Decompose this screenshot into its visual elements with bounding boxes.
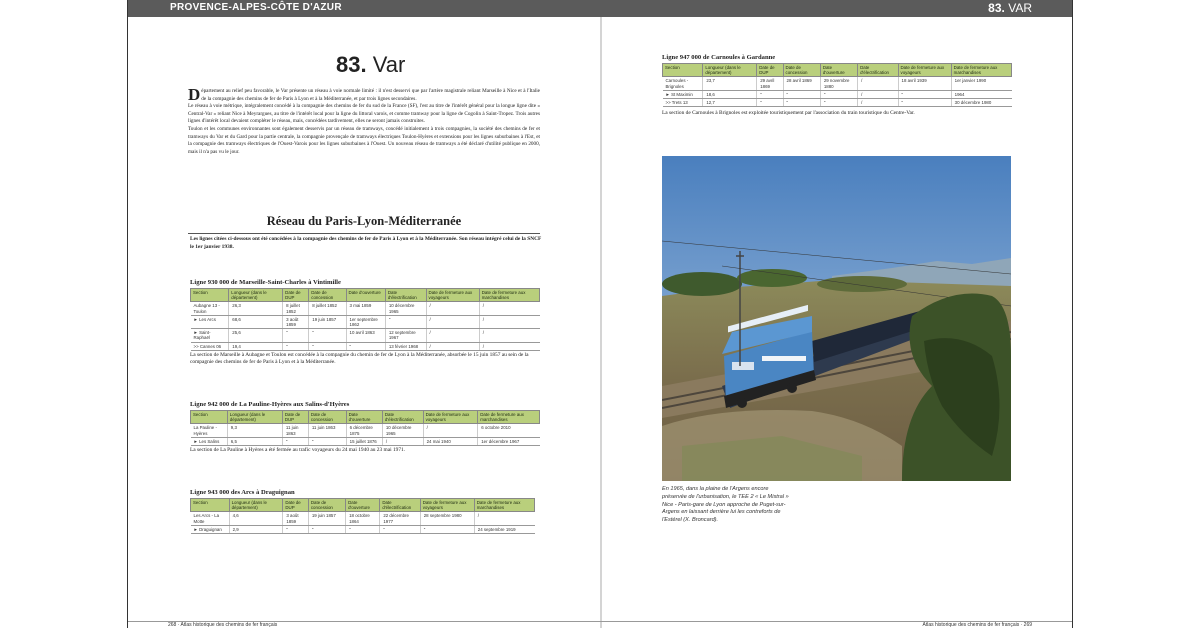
table-cell: 6,5	[227, 437, 282, 445]
table-cell: /	[858, 90, 898, 98]
column-header: Longueur (dans le département)	[229, 289, 283, 302]
table-cell: 28 septembre 1980	[420, 512, 474, 525]
table-header-row	[191, 411, 540, 424]
column-header: Section	[191, 411, 228, 424]
table-cell: 6 décembre 1875	[346, 424, 382, 437]
table-note: La section de La Pauline à Hyères a été fermée au trafic voyageurs du 24 mai 1940 au 23 mai 1971.	[190, 447, 406, 454]
column-header: Date de fermeture aux marchandises	[474, 499, 534, 512]
section-intro: Les lignes citées ci-dessous ont été concédées à la compagnie des chemins de fer de Paris à Lyon et à la Méditerranée. Son réseau intégré celui de la SNCF le 1er janvier 1938.	[190, 236, 542, 250]
table-cell: 30 décembre 1980	[951, 99, 1011, 107]
table-cell: ► Saint-Raphaël	[191, 329, 229, 342]
table-cell: 9,3	[227, 424, 282, 437]
table-cell: 19 juin 1857	[309, 315, 346, 328]
book-spread	[127, 0, 1073, 628]
column-header: Longueur (dans le département)	[229, 499, 283, 512]
column-header: Date de fermeture aux voyageurs	[420, 499, 474, 512]
table-cell: "	[420, 525, 474, 533]
table-header-row	[663, 64, 1012, 77]
table-cell: "	[898, 90, 951, 98]
column-header: Date de concession	[308, 411, 346, 424]
table-cell: /	[479, 329, 539, 342]
table-row	[191, 424, 540, 437]
column-header: Date de fermeture aux voyageurs	[426, 289, 479, 302]
table-cell: 68,6	[229, 315, 283, 328]
line-table	[190, 410, 540, 446]
table-cell: La Pauline - Hyères	[191, 424, 228, 437]
table-row	[663, 99, 1012, 107]
table-cell: "	[385, 315, 426, 328]
page-title	[336, 52, 405, 78]
table-cell: 22 décembre 1977	[380, 512, 420, 525]
table-ligne-947000	[662, 54, 1012, 117]
table-cell: "	[283, 342, 309, 350]
drop-cap: D	[188, 85, 201, 104]
table-cell: 18 octobre 1864	[346, 512, 380, 525]
table-cell: Les Arcs - La Motte	[191, 512, 230, 525]
line-table	[190, 498, 535, 534]
table-cell: 6 octobre 2010	[478, 424, 540, 437]
table-cell: 10 avril 1863	[346, 329, 385, 342]
column-header: Date de fermeture aux voyageurs	[898, 64, 951, 77]
table-cell: 19,4	[229, 342, 283, 350]
table-cell: "	[820, 99, 857, 107]
table-cell: >> Cannes 06	[191, 342, 229, 350]
column-header: Date de DUP	[283, 289, 309, 302]
table-cell: 3 août 1859	[283, 512, 309, 525]
table-cell: /	[426, 342, 479, 350]
table-cell: "	[283, 329, 309, 342]
table-cell: 15 juillet 1876	[346, 437, 382, 445]
department-header	[988, 1, 1032, 15]
header-band	[128, 0, 1072, 17]
table-cell: "	[380, 525, 420, 533]
train-illustration	[662, 156, 1011, 481]
table-cell: 23,7	[703, 77, 757, 90]
table-row	[663, 77, 1012, 90]
table-cell: "	[783, 90, 820, 98]
column-header: Section	[663, 64, 703, 77]
column-header: Date de concession	[309, 289, 346, 302]
table-cell: 18 avril 1939	[898, 77, 951, 90]
column-header: Date de concession	[783, 64, 820, 77]
table-cell: 2,9	[229, 525, 283, 533]
table-cell: 3 mai 1859	[346, 302, 385, 315]
table-cell: 1er décembre 1967	[478, 437, 540, 445]
table-ligne-942000	[190, 401, 540, 454]
table-title: Ligne 942 000 de La Pauline-Hyères aux Salins-d'Hyères	[190, 401, 350, 408]
table-cell: 8 juillet 1852	[309, 302, 346, 315]
table-cell: 25,6	[229, 329, 283, 342]
section-divider	[188, 233, 540, 234]
table-cell: /	[479, 342, 539, 350]
table-row	[191, 315, 540, 328]
table-cell: ► Draguignan	[191, 525, 230, 533]
table-cell: "	[757, 90, 783, 98]
table-cell: "	[308, 437, 346, 445]
column-header: Date de concession	[308, 499, 345, 512]
table-row	[191, 302, 540, 315]
table-cell: /	[479, 302, 539, 315]
table-ligne-930000	[190, 279, 540, 366]
table-cell: /	[426, 302, 479, 315]
footer-right: Atlas historique des chemins de fer français · 269	[922, 622, 1032, 628]
page-title-number: 83.	[336, 52, 367, 77]
table-cell: 8 juillet 1852	[283, 302, 309, 315]
table-cell: 24 septembre 1919	[474, 525, 534, 533]
table-ligne-943000	[190, 489, 535, 534]
column-header: Date de fermeture aux voyageurs	[423, 411, 478, 424]
table-cell: Aubagne 13 - Toulon	[191, 302, 229, 315]
table-cell: >> Trets 13	[663, 99, 703, 107]
department-name: VAR	[1008, 1, 1032, 15]
table-cell: "	[346, 342, 385, 350]
table-cell: 12 septembre 1967	[385, 329, 426, 342]
line-table	[662, 63, 1012, 107]
table-title: Ligne 943 000 des Arcs à Draguignan	[190, 489, 295, 496]
table-cell: /	[426, 315, 479, 328]
table-cell: ► Les Arcs	[191, 315, 229, 328]
line-table	[190, 288, 540, 351]
intro-paragraph: Le réseau à voie métrique, intégralement concédé à la compagnie des chemins de fer du sud de la France (SF), l'est au titre de l'intérêt général pour la longue ligne dite « Central-Var » reliant Nice à Meyrargues, au titre de l'intérêt local pour la ligne du littoral varois, et comme tramway pour la ligne de Cogolin à Saint-Tropez. Trois autres lignes d'intérêt local devaient compléter le réseau, mais, concédées tardivement, elles ne seront jamais construites.	[188, 103, 540, 125]
table-cell: /	[426, 329, 479, 342]
table-cell: 3 août 1859	[283, 315, 309, 328]
table-title: Ligne 947 000 de Carnoules à Gardanne	[662, 54, 776, 61]
table-cell: 1964	[951, 90, 1011, 98]
table-cell: "	[783, 99, 820, 107]
table-cell: /	[474, 512, 534, 525]
table-cell: Carnoules - Brignoles	[663, 77, 703, 90]
column-header: Date de fermeture aux marchandises	[479, 289, 539, 302]
table-cell: 1er janvier 1990	[951, 77, 1011, 90]
table-cell: 1er septembre 1862	[346, 315, 385, 328]
table-cell: "	[308, 525, 345, 533]
table-cell: 10 décembre 1965	[382, 424, 423, 437]
table-cell: 4,6	[229, 512, 283, 525]
page-title-name: Var	[372, 52, 406, 77]
table-cell: 11 juin 1863	[308, 424, 346, 437]
column-header: Date d'ouverture	[346, 499, 380, 512]
column-header: Date de DUP	[283, 499, 309, 512]
table-cell: "	[283, 525, 309, 533]
table-cell: 28 avril 1869	[783, 77, 820, 90]
table-cell: /	[858, 99, 898, 107]
table-row	[191, 437, 540, 445]
table-cell: /	[858, 77, 898, 90]
table-cell: "	[346, 525, 380, 533]
table-cell: 24 mai 1940	[423, 437, 478, 445]
table-row	[191, 329, 540, 342]
column-header: Longueur (dans le département)	[703, 64, 757, 77]
table-cell: 12,7	[703, 99, 757, 107]
table-note: La section de Carnoules à Brignoles est exploitée touristiquement par l'association du train touristique du Centre-Var.	[662, 110, 915, 117]
table-cell: "	[820, 90, 857, 98]
column-header: Date d'électrification	[858, 64, 898, 77]
department-number: 83.	[988, 1, 1005, 15]
column-header: Date d'ouverture	[346, 411, 382, 424]
table-cell: "	[898, 99, 951, 107]
table-cell: 19 juin 1857	[308, 512, 345, 525]
table-cell: 13 février 1968	[385, 342, 426, 350]
table-cell: /	[382, 437, 423, 445]
footer-left: 268 · Atlas historique des chemins de fer français	[168, 622, 278, 628]
column-header: Date d'ouverture	[820, 64, 857, 77]
page-gutter	[600, 17, 602, 628]
intro-paragraph: Département au relief peu favorable, le Var présente un réseau à voie normale limité : il n'est desservi que par l'artère magistrale reliant Marseille à Nice et à l'Italie de la compagnie des chemins de fer de Paris à Lyon et à la Méditerranée, et par trois lignes secondaires.	[188, 85, 540, 104]
column-header: Date d'ouverture	[346, 289, 385, 302]
table-cell: "	[309, 342, 346, 350]
column-header: Date de fermeture aux marchandises	[478, 411, 540, 424]
table-cell: 29 novembre 1880	[820, 77, 857, 90]
table-cell: 11 juin 1863	[282, 424, 308, 437]
table-header-row	[191, 499, 535, 512]
table-row	[663, 90, 1012, 98]
table-row	[191, 342, 540, 350]
table-row	[191, 525, 535, 533]
photo-caption: En 1965, dans la plaine de l'Argens encore préservée de l'urbanisation, le TEE 2 « Le Mistral » Nice - Paris-gare de Lyon approche de Puget-sur-Argens en laissant derrière lui les contreforts de l'Estérel (X. Broncard).	[662, 486, 789, 524]
table-cell: ► St Maximin	[663, 90, 703, 98]
column-header: Section	[191, 289, 229, 302]
column-header: Date de fermeture aux marchandises	[951, 64, 1011, 77]
intro-paragraph: Toulon et les communes environnantes sont également desservis par un réseau de tramways, concédé initialement à trois compagnies, la société des chemins de fer et tramways du Var et du Gard pour la partie centrale, la compagnie provençale de tramways électriques Toulon-Hyères et extensions pour les lignes suburbaines à l'Est, et la compagnie des tramways électriques de l'Ouest-Varois pour les lignes suburbaines à l'Ouest. Un nouveau réseau de tramways a été déclaré d'utilité publique en 2000, mais il n'a pas vu le jour.	[188, 125, 540, 155]
column-header: Longueur (dans le département)	[227, 411, 282, 424]
table-title: Ligne 930 000 de Marseille-Saint-Charles à Vintimille	[190, 279, 341, 286]
table-cell: ► Les Salins	[191, 437, 228, 445]
table-cell: "	[282, 437, 308, 445]
table-note: La section de Marseille à Aubagne et Toulon est concédée à la compagnie du chemin de fer de Lyon à la Méditerranée, absorbée le 15 juin 1857 au sein de la compagnie des chemins de fer de Paris à Lyon et à la Méditerranée.	[190, 351, 529, 365]
column-header: Section	[191, 499, 230, 512]
table-cell: /	[423, 424, 478, 437]
table-cell: 10 décembre 1965	[385, 302, 426, 315]
table-cell: 29 avril 1869	[757, 77, 783, 90]
intro-text	[188, 85, 540, 156]
column-header: Date d'électrification	[385, 289, 426, 302]
table-cell: "	[757, 99, 783, 107]
train-photo	[662, 156, 1011, 481]
column-header: Date de DUP	[282, 411, 308, 424]
table-header-row	[191, 289, 540, 302]
column-header: Date d'électrification	[380, 499, 420, 512]
column-header: Date d'électrification	[382, 411, 423, 424]
section-title: Réseau du Paris-Lyon-Méditerranée	[266, 214, 462, 228]
table-cell: 18,6	[703, 90, 757, 98]
region-header: PROVENCE-ALPES-CÔTE D'AZUR	[170, 2, 342, 13]
table-row	[191, 512, 535, 525]
table-cell: 26,3	[229, 302, 283, 315]
table-cell: "	[309, 329, 346, 342]
table-cell: /	[479, 315, 539, 328]
column-header: Date de DUP	[757, 64, 783, 77]
